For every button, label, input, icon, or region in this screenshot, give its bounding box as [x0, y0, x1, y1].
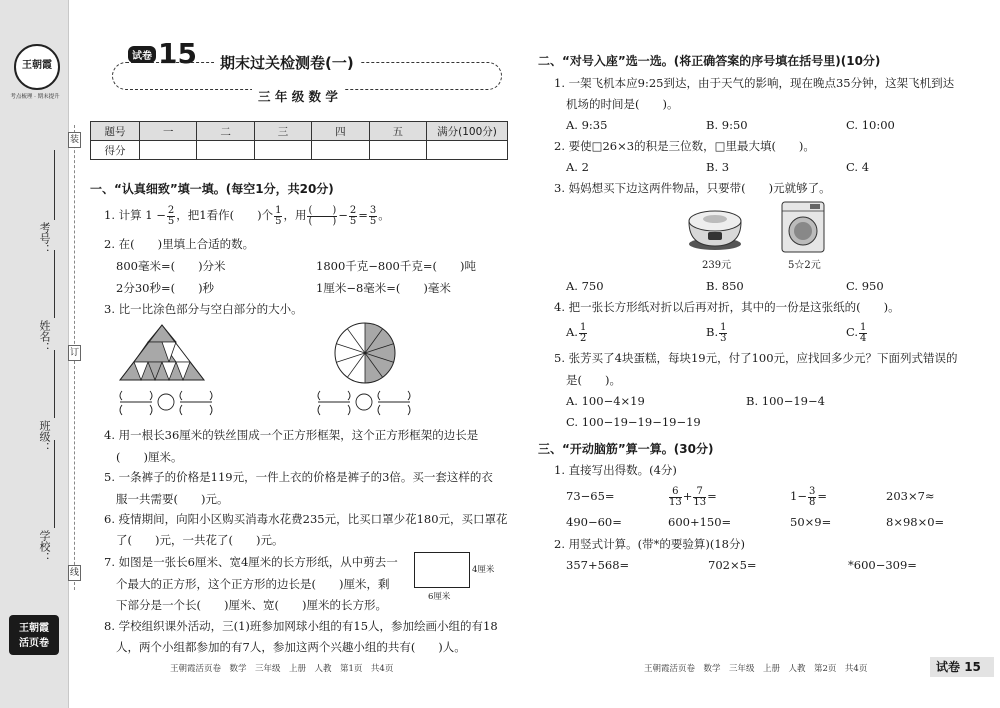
s1-q8-line2: 人，两个小组都参加的有7人，参加这两个兴趣小组的共有( )人。	[116, 640, 466, 654]
fraction: $\frac{2}{5}$	[349, 204, 357, 227]
s2-q5-opt-b[interactable]: B. 100−19−4	[746, 394, 825, 408]
fraction: $\frac{1}{5}$	[275, 204, 282, 227]
s2-q2-opt-c[interactable]: C. 4	[846, 160, 870, 174]
s1-q6-line1: 6. 疫情期间，向阳小区购买消毒水花费235元，比买口罩少花180元，买口罩花	[104, 512, 508, 526]
s3-calc: 50×9=	[790, 515, 832, 529]
s2-q3-opt-b[interactable]: B. 850	[706, 279, 744, 293]
score-input[interactable]	[427, 141, 508, 160]
s3-calc: 1− $\frac{3}{8}$ =	[790, 485, 827, 508]
xingming-line	[54, 250, 55, 318]
s2-q4-opt-a[interactable]: A. $\frac{1}{2}$	[566, 321, 587, 344]
section3-title: 三、“开动脑筋”算一算。(30分)	[538, 442, 714, 456]
page-subtitle: 三 年 级 数 学	[252, 87, 344, 105]
s2-q1-line1: 1. 一架飞机本应9:25到达，由于天气的影响，现在晚点35分钟，这架飞机到达	[554, 76, 955, 90]
score-input[interactable]	[254, 141, 311, 160]
fraction: $\frac{1}{2}$	[579, 321, 587, 344]
exam-badge: 试卷	[128, 46, 156, 63]
exam-number: 15	[158, 37, 197, 70]
logo-subtitle: 考点梳理 · 期末提升	[10, 94, 60, 100]
mark-xian: 线	[68, 565, 81, 581]
fraction: $\frac{7}{13}$	[693, 485, 707, 508]
score-header-row	[91, 122, 508, 141]
s1-q2: 2. 在( )里填上合适的数。	[104, 237, 255, 251]
s1-q5-line2: 服一共需要( )元。	[116, 492, 229, 506]
s2-q4: 4. 把一张长方形纸对折以后再对折，其中的一份是这张纸的( )。	[554, 300, 900, 314]
s2-q2: 2. 要使□26×3的积是三位数，□里最大填( )。	[554, 139, 815, 153]
score-cell: 四	[312, 122, 369, 141]
s1-q2-d: 1厘米−8毫米=( )毫米	[316, 281, 451, 295]
score-cell: 五	[369, 122, 426, 141]
s2-q1-opt-a[interactable]: A. 9:35	[566, 118, 608, 132]
fraction-blank[interactable]: $\frac{( )}{( )}$	[308, 204, 337, 227]
score-cell: 三	[254, 122, 311, 141]
s3-vertical-calc: *600−309=	[848, 558, 917, 572]
s1-q2-a: 800毫米=( )分米	[116, 259, 226, 273]
logo-text: 王朝霞	[22, 60, 52, 71]
mark-ding: 订	[68, 345, 81, 361]
s1-q5-line1: 5. 一条裤子的价格是119元，一件上衣的价格是裤子的3倍。买一套这样的衣	[104, 470, 493, 484]
s1-q2-c: 2分30秒=( )秒	[116, 281, 215, 295]
s3-calc: 8×98×0=	[886, 515, 945, 529]
score-input[interactable]	[369, 141, 426, 160]
s2-q3: 3. 妈妈想买下边这两件物品，只要带( )元就够了。	[554, 181, 831, 195]
circle-figure	[332, 320, 398, 386]
s1-q1-text: =	[358, 208, 368, 222]
s1-q1-text: 1. 计算 1 −	[104, 208, 166, 222]
xuexiao-line	[54, 440, 55, 528]
score-cell: 题号	[91, 122, 140, 141]
price-washing-machine: 5☆2元	[788, 260, 821, 271]
s2-q3-opt-c[interactable]: C. 950	[846, 279, 884, 293]
kaohao-line	[54, 150, 55, 220]
s3-vertical-calc: 702×5=	[708, 558, 757, 572]
rectangle-figure	[414, 552, 470, 588]
score-value-row	[91, 141, 508, 160]
footer-right: 王朝霞活页卷 数学 三年级 上册 人教 第2页 共4页	[644, 664, 868, 674]
s1-q2-b: 1800千克−800千克=( )吨	[316, 259, 476, 273]
score-cell: 满分(100分)	[427, 122, 508, 141]
score-input[interactable]	[312, 141, 369, 160]
label-xingming: 姓名：	[38, 320, 51, 353]
s1-q4-line2: ( )厘米。	[116, 450, 183, 464]
label-xuexiao: 学校：	[38, 530, 51, 563]
s3-calc: 490−60=	[566, 515, 622, 529]
triangle-figure	[118, 322, 206, 382]
publisher-logo	[14, 44, 60, 90]
s2-q2-opt-a[interactable]: A. 2	[566, 160, 589, 174]
banji-line	[54, 350, 55, 418]
s1-q1-text: ，把1看作( )个	[176, 208, 274, 222]
s2-q5-opt-a[interactable]: A. 100−4×19	[566, 394, 645, 408]
bottom-logo-line2: 活页卷	[19, 638, 49, 649]
s2-q5-line2: 是( )。	[566, 373, 621, 387]
compare-blank-left[interactable]	[116, 388, 216, 418]
bottom-logo	[9, 615, 59, 655]
page-title: 期末过关检测卷(一)	[214, 52, 360, 73]
washing-machine-icon	[780, 200, 826, 254]
score-table	[90, 121, 508, 160]
footer-left: 王朝霞活页卷 数学 三年级 上册 人教 第1页 共4页	[170, 664, 394, 674]
s1-q6-line2: 了( )元，一共花了( )元。	[116, 533, 284, 547]
fraction: $\frac{1}{4}$	[860, 321, 867, 344]
s1-q4-line1: 4. 用一根长36厘米的铁丝围成一个正方形框架，这个正方形框架的边长是	[104, 428, 479, 442]
s3-vertical-calc: 357+568=	[566, 558, 630, 572]
page-badge	[930, 657, 994, 677]
fraction: $\frac{2}{5}$	[167, 204, 175, 227]
s1-q1-text: ，用	[283, 208, 307, 222]
fraction: $\frac{3}{5}$	[369, 204, 377, 227]
s1-q1-text: 。	[378, 208, 390, 222]
label-kaohao: 考号：	[38, 222, 51, 255]
mark-zhuang: 装	[68, 132, 81, 148]
s1-q7-line1: 7. 如图是一张长6厘米、宽4厘米的长方形纸，从中剪去一	[104, 555, 398, 569]
score-input[interactable]	[140, 141, 197, 160]
s2-q5-line1: 5. 张芳买了4块蛋糕，每块19元，付了100元，应找回多少元？下面列式错误的	[554, 351, 958, 365]
section2-title: 二、“对号入座”选一选。(将正确答案的序号填在括号里)(10分)	[538, 54, 881, 68]
s3-calc: $\frac{6}{13}$ + $\frac{7}{13}$ =	[669, 485, 717, 508]
s2-q5-opt-c[interactable]: C. 100−19−19−19−19	[566, 415, 701, 429]
label-banji: 班级：	[38, 420, 51, 453]
rect-length-label: 6厘米	[428, 592, 451, 602]
s3-q2: 2. 用竖式计算。(带*的要验算)(18分)	[554, 537, 745, 551]
s2-q1-opt-c[interactable]: C. 10:00	[846, 118, 895, 132]
s3-q1: 1. 直接写出得数。(4分)	[554, 463, 677, 477]
s3-calc: 600+150=	[668, 515, 732, 529]
s1-q7-line2: 个最大的正方形，这个正方形的边长是( )厘米，剩	[116, 577, 390, 591]
score-input[interactable]	[197, 141, 254, 160]
section1-title: 一、“认真细致”填一填。(每空1分，共20分)	[90, 182, 334, 196]
s2-q2-opt-b[interactable]: B. 3	[706, 160, 730, 174]
binding-strip	[0, 0, 69, 708]
s1-q7-line3: 下部分是一个长( )厘米、宽( )厘米的长方形。	[116, 598, 387, 612]
page-badge-number: 15	[964, 660, 981, 674]
score-cell: 一	[140, 122, 197, 141]
compare-blank-right[interactable]	[314, 388, 414, 418]
bottom-logo-line1: 王朝霞	[19, 623, 49, 634]
rice-cooker-icon	[686, 206, 744, 252]
score-cell: 得分	[91, 141, 140, 160]
score-cell: 二	[197, 122, 254, 141]
s1-q3: 3. 比一比涂色部分与空白部分的大小。	[104, 302, 303, 316]
s2-q4-opt-c[interactable]: C. $\frac{1}{4}$	[846, 321, 867, 344]
s2-q3-opt-a[interactable]: A. 750	[566, 279, 604, 293]
s2-q4-opt-b[interactable]: B. $\frac{1}{3}$	[706, 321, 727, 344]
s1-q1-text: −	[338, 208, 348, 222]
price-rice-cooker: 239元	[702, 260, 732, 271]
fraction: $\frac{6}{13}$	[669, 485, 682, 508]
fraction: $\frac{1}{3}$	[720, 321, 727, 344]
s1-q8-line1: 8. 学校组织课外活动，三(1)班参加网球小组的有15人，参加绘画小组的有18	[104, 619, 498, 633]
s3-calc: 203×7≈	[886, 489, 935, 503]
fraction: $\frac{3}{8}$	[808, 485, 816, 508]
page-badge-label: 试卷	[936, 660, 961, 674]
s3-calc: 73−65=	[566, 489, 615, 503]
s2-q1-line2: 机场的时间是( )。	[566, 97, 679, 111]
rect-width-label: 4厘米	[472, 565, 495, 575]
s1-q1	[104, 204, 390, 227]
s2-q1-opt-b[interactable]: B. 9:50	[706, 118, 748, 132]
